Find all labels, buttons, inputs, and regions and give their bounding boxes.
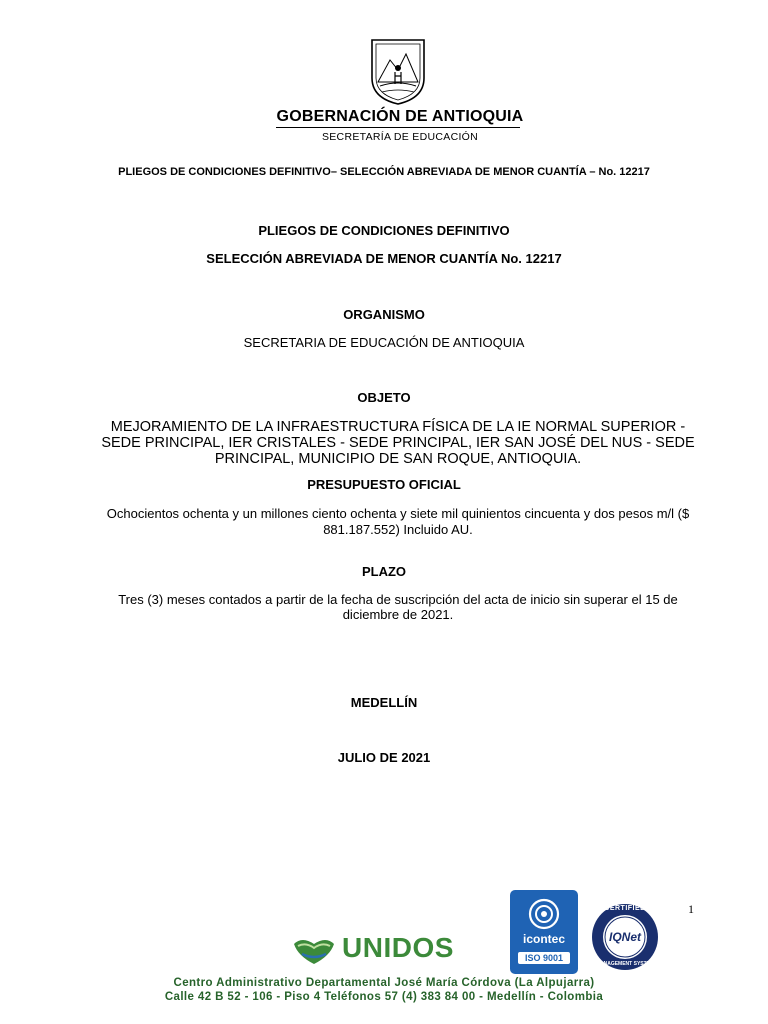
header-divider [276,127,520,128]
organismo-heading: ORGANISMO [343,307,425,322]
objeto-heading: OBJETO [357,390,411,405]
date-label: JULIO DE 2021 [337,750,431,765]
iso-9001-label: ISO 9001 [518,952,570,964]
plazo-heading: PLAZO [361,564,407,579]
iqnet-top-text: CERTIFIED [604,905,646,912]
presupuesto-heading: PRESUPUESTO OFICIAL [307,477,461,492]
iqnet-label: IQNet [608,930,641,944]
presupuesto-value: Ochocientos ochenta y un millones ciento ochenta y siete mil quinientos cincuenta y dos pesos m/l ($ 881.187.552) Incluido AU. [106,506,690,537]
document-title-line2: SELECCIÓN ABREVIADA DE MENOR CUANTÍA No. 12217 [206,251,562,266]
icontec-certification-badge [510,890,578,974]
page-number: 1 [688,902,694,916]
objeto-value: MEJORAMIENTO DE LA INFRAESTRUCTURA FÍSICA DE LA IE NORMAL SUPERIOR - SEDE PRINCIPAL, IER CRISTALES - SEDE PRINCIPAL, IER SAN JOSÉ DEL NUS - SEDE PRINCIPAL, MUNICIPIO DE SAN ROQUE, ANTIOQUIA. [101,419,695,467]
document-title-line1: PLIEGOS DE CONDICIONES DEFINITIVO [258,223,510,238]
organismo-value: SECRETARIA DE EDUCACIÓN DE ANTIOQUIA [243,335,525,350]
unidos-logo-icon [292,934,336,968]
footer-address-line2: Calle 42 B 52 - 106 - Piso 4 Teléfonos 57 (4) 383 84 00 - Medellín - Colombia [164,991,604,1003]
footer-address-line1: Centro Administrativo Departamental José María Córdova (La Alpujarra) [173,977,595,989]
antioquia-crest-icon [368,38,428,106]
document-running-header: PLIEGOS DE CONDICIONES DEFINITIVO– SELECCIÓN ABREVIADA DE MENOR CUANTÍA – No. 12217 [118,166,650,178]
iqnet-certification-badge [590,902,660,972]
secretariat-subtitle: SECRETARÍA DE EDUCACIÓN [321,131,479,143]
government-title: GOBERNACIÓN DE ANTIOQUIA [276,108,524,125]
icontec-label: icontec [522,932,565,946]
icontec-logo-icon [510,894,578,934]
iqnet-bottom-text: MANAGEMENT SYSTEM [595,961,655,967]
plazo-value: Tres (3) meses contados a partir de la fecha de suscripción del acta de inicio sin superar el 15 de diciembre de 2021. [118,592,678,622]
unidos-brand-text: UNIDOS [342,932,454,963]
city-label: MEDELLÍN [350,695,418,710]
